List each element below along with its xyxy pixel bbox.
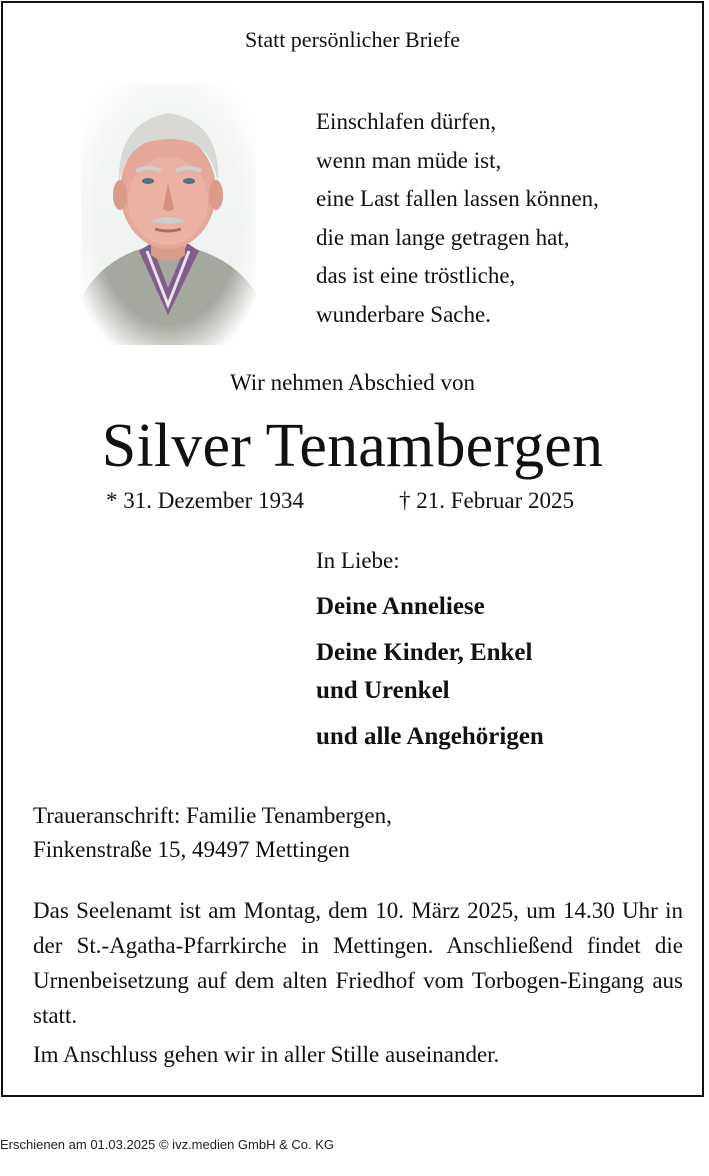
mourner-spouse: Deine Anneliese [316,593,485,620]
poem-line: die man lange getragen hat, [316,224,570,250]
death-date: † 21. Februar 2025 [399,488,575,513]
poem-line: wunderbare Sache. [316,301,491,327]
service-text: Das Seelenamt ist am Montag, dem 10. März 2025, um 14.30 Uhr in der St.-Agatha-Pfarrkirche in Mettingen. Anschließend findet die Urnenbeisetzung auf dem alten Friedhof vom Torbogen-Eingang aus statt. [33,898,683,1028]
deceased-name: Silver Tenambergen [101,412,604,480]
poem-line: Einschlafen dürfen, [316,109,497,134]
address-line: Finkenstraße 15, 49497 Mettingen [33,837,350,862]
mourner-children: Deine Kinder, Enkel [316,639,533,666]
mourning-address [33,799,392,867]
farewell-intro: Wir nehmen Abschied von [230,370,475,395]
poem-line: das ist eine tröstliche, [316,263,516,288]
mourner-greatgrandchildren: und Urenkel [316,677,450,704]
publication-footer: Erschienen am 01.03.2025 © ivz.medien GmbH & Co. KG [0,1137,335,1152]
closing-note: Im Anschluss gehen wir in aller Stille auseinander. [33,1042,500,1067]
birth-date: * 31. Dezember 1934 [106,488,304,513]
mourner-relatives: und alle Angehörigen [316,723,544,750]
obituary-notice [1,1,704,1097]
mourners-intro: In Liebe: [316,548,400,573]
address-line: Traueranschrift: Familie Tenambergen, [33,803,392,828]
poem [316,103,599,334]
portrait-photo [81,83,256,345]
poem-line: wenn man müde ist, [316,147,502,173]
poem-line: eine Last fallen lassen können, [316,186,599,211]
service-info [33,893,683,1033]
notice-header: Statt persönlicher Briefe [244,27,461,52]
